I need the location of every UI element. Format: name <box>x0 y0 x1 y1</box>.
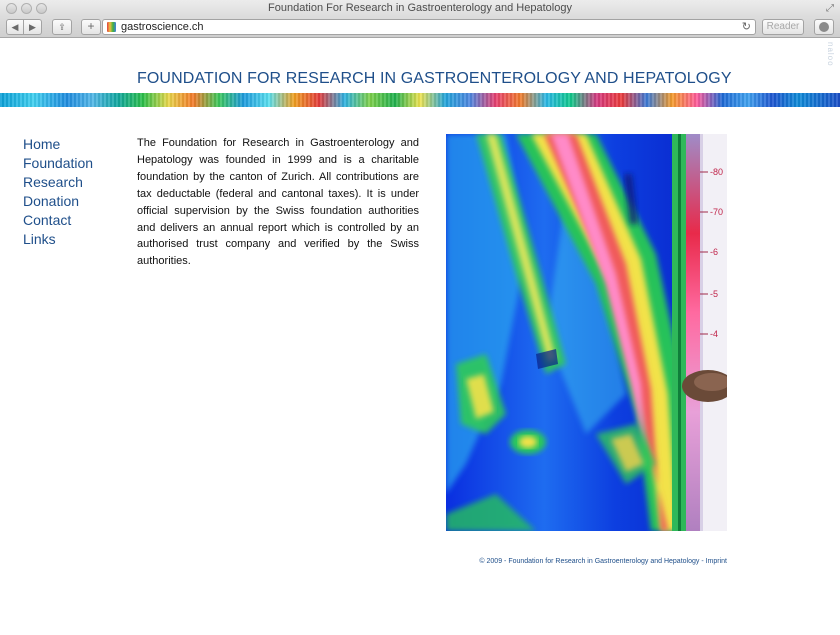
scale-label: -5 <box>710 289 719 299</box>
chevron-right-icon: ▶ <box>29 22 36 32</box>
share-icon: ⇪ <box>58 22 66 32</box>
nav-item-contact[interactable]: Contact <box>23 212 72 228</box>
browser-toolbar <box>0 17 840 38</box>
scale-label: -6 <box>710 247 719 257</box>
add-bookmark-button[interactable] <box>81 19 101 35</box>
header-color-band <box>0 93 840 107</box>
reader-button[interactable]: Reader <box>762 19 804 35</box>
share-button[interactable] <box>52 19 72 35</box>
scale-label: -4 <box>710 329 719 339</box>
scale-label: -80 <box>710 167 724 177</box>
site-favicon-icon <box>107 22 116 32</box>
window-title: Foundation For Research in Gastroenterology and Hepatology <box>268 2 572 14</box>
nav-item-research[interactable]: Research <box>23 174 83 190</box>
footer-text[interactable]: © 2009 - Foundation for Research in Gastroenterology and Hepatology - Imprint <box>479 558 727 565</box>
site-title: FOUNDATION FOR RESEARCH IN GASTROENTEROLOGY AND HEPATOLOGY <box>137 70 732 87</box>
intro-paragraph: The Foundation for Research in Gastroenterology and Hepatology was founded in 1999 and is a charitable foundation by the canton of Zurich. All contributions are tax deductable (federal and cantonal taxes). It is under official supervision by the Swiss foundation authorities and delivers an annual report which is controlled by an authorised trust company and verified by the Swiss authorities. <box>137 137 419 268</box>
nav-item-home[interactable]: Home <box>23 136 61 152</box>
hero-image <box>446 134 727 531</box>
forward-button[interactable] <box>24 19 42 35</box>
main-nav <box>23 135 93 249</box>
url-text[interactable]: gastroscience.ch <box>121 21 204 33</box>
fullscreen-icon[interactable]: ⤢ <box>826 3 834 14</box>
address-bar[interactable] <box>102 19 756 35</box>
window-titlebar <box>0 0 840 17</box>
scale-label: -70 <box>710 207 724 217</box>
reload-icon[interactable]: ↻ <box>741 21 751 33</box>
nav-item-foundation[interactable]: Foundation <box>23 155 94 171</box>
download-icon <box>819 22 829 32</box>
nav-item-donation[interactable]: Donation <box>23 193 80 209</box>
plus-icon: + <box>87 19 95 33</box>
nav-item-links[interactable]: Links <box>23 231 56 247</box>
back-button[interactable] <box>6 19 24 35</box>
downloads-button[interactable] <box>814 19 834 35</box>
side-vertical-text: naloo <box>826 42 835 67</box>
chevron-left-icon: ◀ <box>11 22 19 32</box>
